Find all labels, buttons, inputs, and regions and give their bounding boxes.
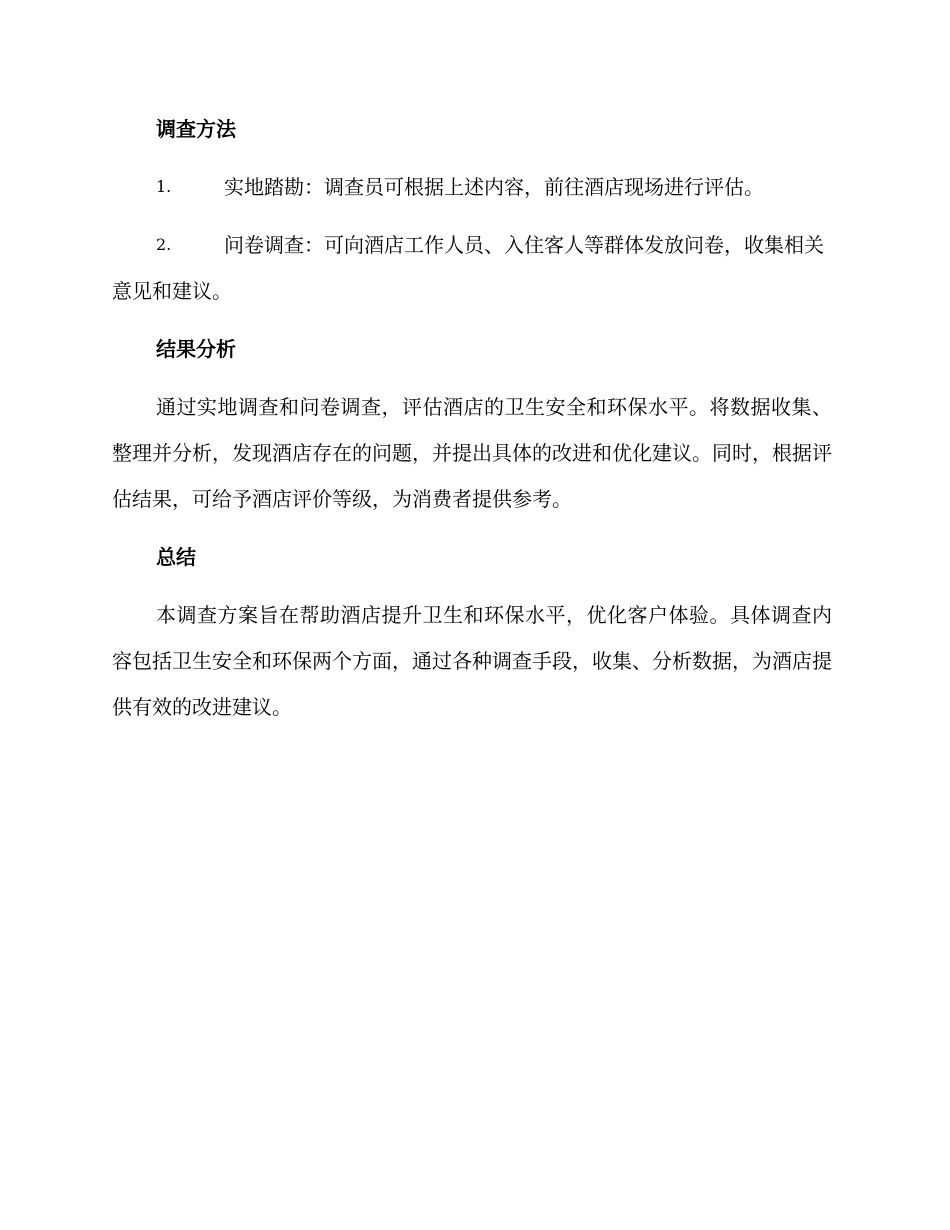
section-heading-analysis: 结果分析	[156, 337, 236, 361]
document-page	[112, 106, 832, 742]
list-marker: 1.	[156, 177, 172, 196]
list-item-questionnaire	[112, 222, 832, 314]
list-item-field-survey	[112, 164, 832, 210]
paragraph-analysis: 通过实地调查和问卷调查，评估酒店的卫生安全和环保水平。将数据收集、整理并分析，发现酒店存在的问题，并提出具体的改进和优化建议。同时，根据评估结果，可给予酒店评价等级，为消费者提供参考。	[112, 395, 832, 511]
paragraph-summary: 本调查方案旨在帮助酒店提升卫生和环保水平，优化客户体验。具体调查内容包括卫生安全和环保两个方面，通过各种调查手段，收集、分析数据，为酒店提供有效的改进建议。	[112, 603, 832, 719]
list-marker: 2.	[156, 235, 172, 254]
section-heading-summary: 总结	[156, 545, 196, 569]
section-heading-methods: 调查方法	[156, 117, 236, 141]
list-item-text: 问卷调查：可向酒店工作人员、入住客人等群体发放问卷，收集相关意见和建议。	[112, 233, 824, 303]
list-item-text: 实地踏勘：调查员可根据上述内容，前往酒店现场进行评估。	[224, 175, 764, 199]
